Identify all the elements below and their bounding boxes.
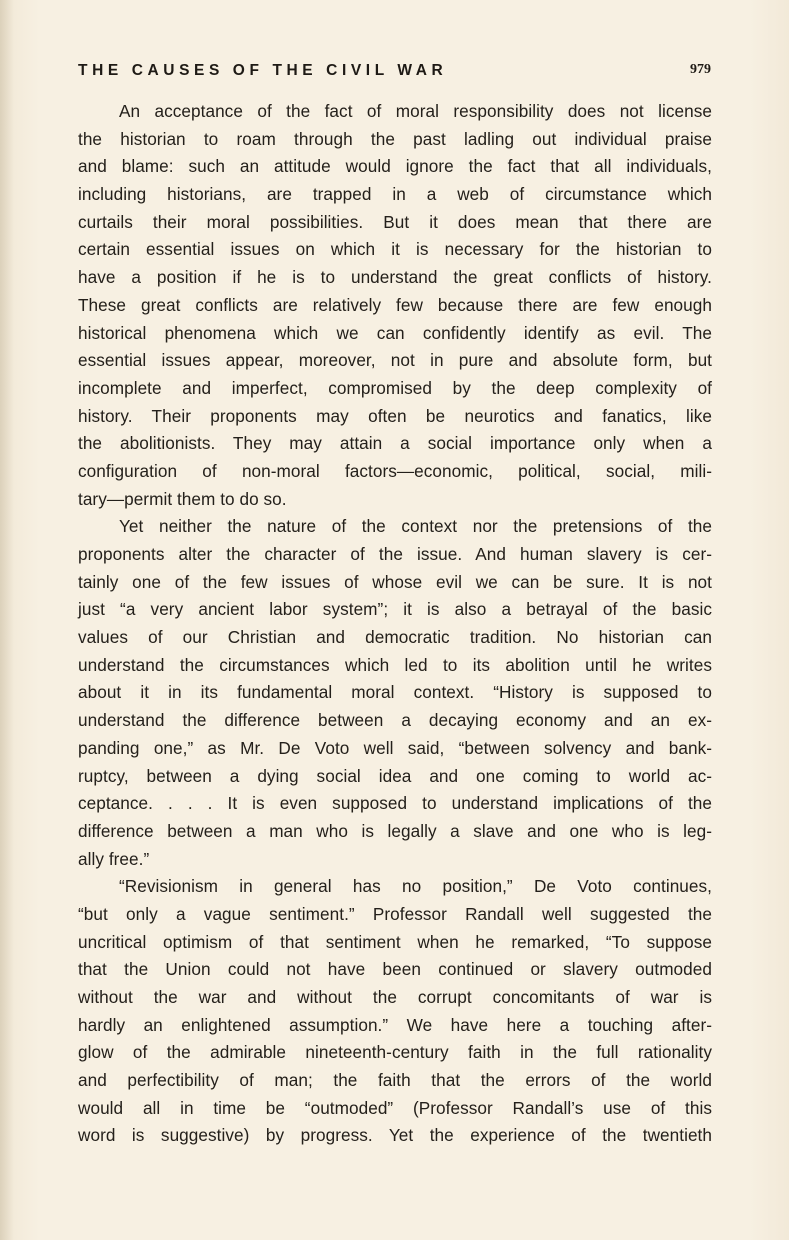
- text-line: values of our Christian and democratic tradition. No historian can: [78, 627, 712, 648]
- paragraph-2: [78, 513, 712, 873]
- paragraph-3: [78, 873, 712, 1150]
- body-text: [78, 98, 712, 1150]
- text-line: proponents alter the character of the issue. And human slavery is cer-: [78, 544, 712, 564]
- text-line: about it in its fundamental moral context. “History is supposed to: [78, 682, 712, 703]
- text-line: tary—permit them to do so.: [78, 488, 287, 509]
- gutter-shadow: [0, 0, 14, 1240]
- text-line: ceptance. . . . It is even supposed to understand implications of the: [78, 793, 712, 814]
- running-title: THE CAUSES OF THE CIVIL WAR: [78, 62, 448, 79]
- text-line: word is suggestive) by progress. Yet the experience of the twentieth: [78, 1125, 712, 1146]
- text-line: just “a very ancient labor system”; it is also a betrayal of the basic: [78, 599, 712, 620]
- text-line: including historians, are trapped in a web of circumstance which: [78, 184, 712, 205]
- text-line: uncritical optimism of that sentiment when he remarked, “To suppose: [78, 931, 712, 952]
- text-line: and perfectibility of man; the faith that the errors of the world: [78, 1070, 712, 1091]
- page-number: 979: [690, 62, 711, 77]
- text-line: ruptcy, between a dying social idea and one coming to world ac-: [78, 765, 712, 786]
- paragraph-1: [78, 98, 712, 513]
- text-line: An acceptance of the fact of moral responsibility does not license: [119, 101, 712, 121]
- text-line: panding one,” as Mr. De Voto well said, “between solvency and bank-: [78, 737, 712, 758]
- text-line: configuration of non-moral factors—economic, political, social, mili-: [78, 460, 712, 481]
- text-line: without the war and without the corrupt concomitants of war is: [78, 987, 712, 1007]
- text-line: ally free.”: [78, 848, 150, 869]
- text-line: understand the difference between a decaying economy and an ex-: [78, 710, 712, 731]
- text-line: hardly an enlightened assumption.” We have here a touching after-: [78, 1014, 712, 1035]
- text-line: “but only a vague sentiment.” Professor Randall well suggested the: [78, 903, 712, 924]
- text-line: the historian to roam through the past ladling out individual praise: [78, 128, 712, 149]
- text-line: Yet neither the nature of the context nor the pretensions of the: [119, 516, 712, 537]
- text-line: have a position if he is to understand the great conflicts of history.: [78, 267, 712, 288]
- running-head: [78, 62, 711, 82]
- text-line: history. Their proponents may often be neurotics and fanatics, like: [78, 405, 712, 426]
- text-line: historical phenomena which we can confidently identify as evil. The: [78, 322, 712, 343]
- text-line: “Revisionism in general has no position,” De Voto continues,: [119, 876, 712, 897]
- text-line: glow of the admirable nineteenth-century faith in the full rationality: [78, 1042, 712, 1063]
- text-line: certain essential issues on which it is necessary for the historian to: [78, 239, 712, 260]
- text-line: essential issues appear, moreover, not in pure and absolute form, but: [78, 350, 712, 371]
- text-line: tainly one of the few issues of whose evil we can be sure. It is not: [78, 571, 712, 592]
- text-line: difference between a man who is legally a slave and one who is leg-: [78, 820, 712, 841]
- text-line: and blame: such an attitude would ignore the fact that all individuals,: [78, 156, 712, 177]
- text-line: incomplete and imperfect, compromised by the deep complexity of: [78, 377, 712, 398]
- text-line: curtails their moral possibilities. But it does mean that there are: [78, 211, 712, 232]
- text-line: that the Union could not have been continued or slavery outmoded: [78, 959, 712, 980]
- text-line: These great conflicts are relatively few because there are few enough: [78, 294, 712, 315]
- text-line: the abolitionists. They may attain a social importance only when a: [78, 433, 712, 454]
- text-line: would all in time be “outmoded” (Professor Randall’s use of this: [78, 1097, 712, 1118]
- text-line: understand the circumstances which led to its abolition until he writes: [78, 654, 712, 675]
